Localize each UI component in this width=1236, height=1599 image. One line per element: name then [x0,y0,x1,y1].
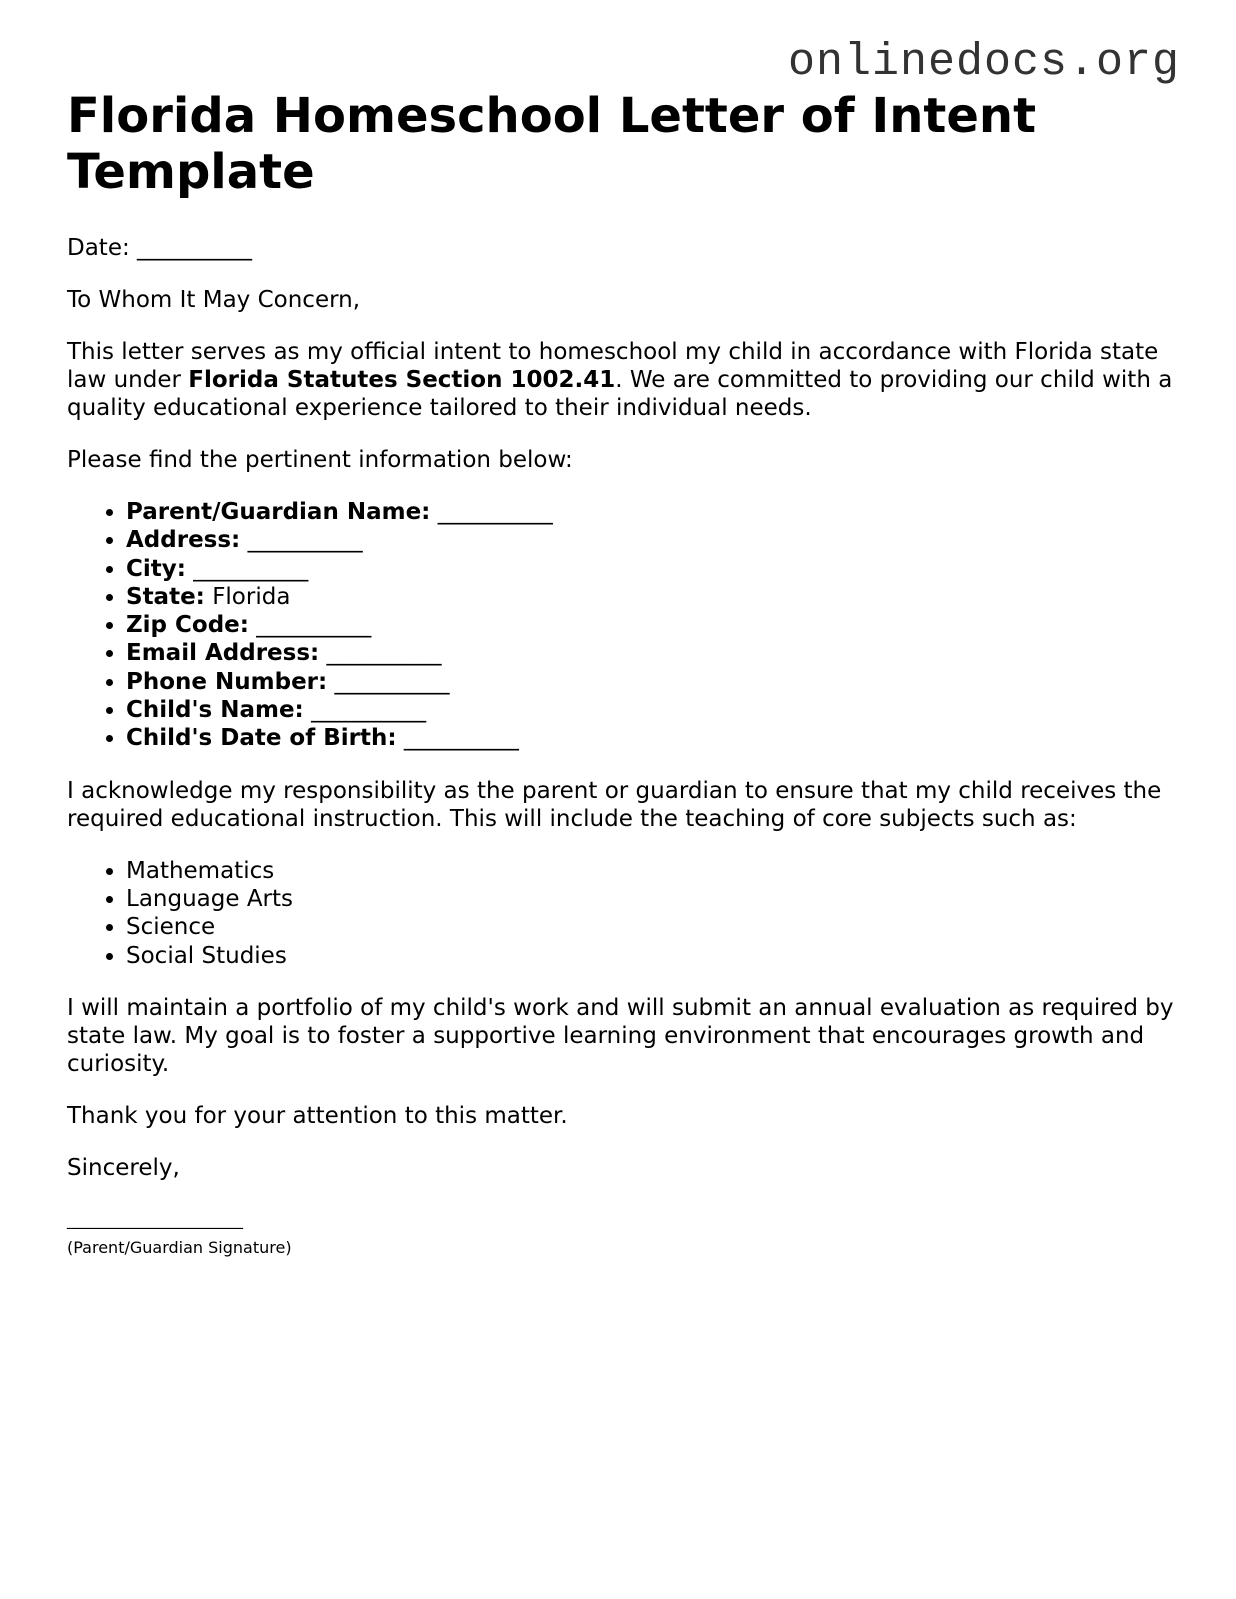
field-label: Child's Date of Birth: [126,725,397,752]
letter-document [67,88,1177,1262]
info-field-city [126,555,1177,583]
field-value: __________ [403,725,519,752]
info-field-child-name [126,696,1177,724]
field-value: __________ [334,668,450,695]
field-label: Parent/Guardian Name: [126,499,431,525]
info-field-list [67,498,1177,753]
info-prompt: Please find the pertinent information below: [67,447,573,473]
field-label: Phone Number: [126,668,328,695]
info-field-email [126,639,1177,667]
field-label: Email Address: [126,640,320,667]
field-value: __________ [256,612,372,639]
field-label: Address: [126,527,241,554]
watermark: onlinedocs.org [787,37,1180,88]
info-field-phone [126,668,1177,696]
field-label: Zip Code: [126,612,249,639]
field-value: __________ [311,697,427,724]
info-field-zip [126,611,1177,639]
field-value: Florida [212,583,291,610]
closing-line: Sincerely, [67,1154,180,1181]
intro-paragraph [67,338,1177,422]
subject-item: • Science [126,913,1177,941]
salutation: To Whom It May Concern, [67,287,361,313]
responsibility-paragraph: I acknowledge my responsibility as the parent or guardian to ensure that my child receives the required educational instruction. This will include the teaching of core subjects such as: [67,777,1162,832]
info-field-child-dob [126,724,1177,752]
subject-item: • Mathematics [126,857,1177,885]
field-label: State: [126,583,205,610]
signature-caption: (Parent/Guardian Signature) [67,1237,292,1257]
field-value: __________ [247,527,363,554]
info-field-state [126,583,1177,611]
field-label: City: [126,555,186,582]
subject-item: • Social Studies [126,942,1177,970]
field-label: Child's Name: [126,697,304,724]
portfolio-paragraph: I will maintain a portfolio of my child's work and will submit an annual evaluation as required by state law. My goal is to foster a supportive learning environment that encourages growth and curiosity. [67,994,1174,1077]
field-value: __________ [326,640,442,667]
thanks-line: Thank you for your attention to this matter. [67,1102,568,1129]
date-line: Date: __________ [67,235,253,261]
field-value: __________ [437,499,553,525]
info-field-address [126,526,1177,554]
info-field-parent-name [126,498,1177,526]
subject-item: • Language Arts [126,885,1177,913]
intro-text-after: . We are committed to providing our child with a quality educational experience tailored to their individual needs. [67,367,1173,421]
subject-list [67,857,1177,970]
intro-text-before: This letter serves as my official intent to homeschool my child in accordance with Florida state law under [67,339,1159,393]
signature-block [67,1206,1177,1262]
signature-line: ______________________ [67,1209,243,1229]
field-value: __________ [193,555,309,582]
page-title: Florida Homeschool Letter of Intent Template [67,88,1037,200]
statute-reference: Florida Statutes Section 1002.41 [188,367,616,393]
